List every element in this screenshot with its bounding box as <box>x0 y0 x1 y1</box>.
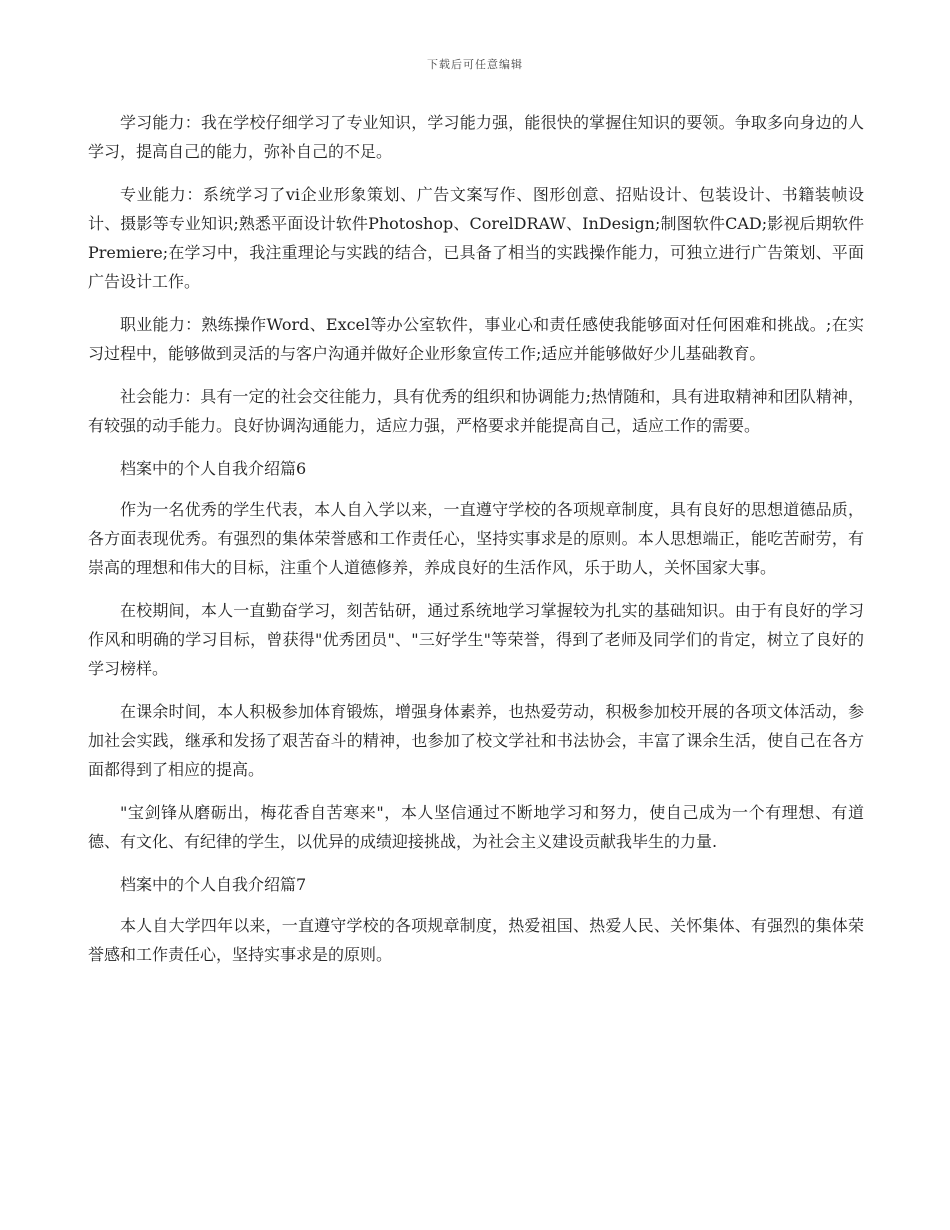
paragraph-learning-ability: 学习能力：我在学校仔细学习了专业知识，学习能力强，能很快的掌握住知识的要领。争取多向身边的人学习，提高自己的能力，弥补自己的不足。 <box>88 113 864 161</box>
page-header-note: 下载后可任意编辑 <box>427 58 523 71</box>
document-body <box>88 108 864 983</box>
paragraph-professional-ability: 专业能力：系统学习了vi企业形象策划、广告文案写作、图形创意、招贴设计、包装设计、书籍装帧设计、摄影等专业知识;熟悉平面设计软件Photoshop、CorelDRAW、InDesign;制图软件CAD;影视后期软件Premiere;在学习中，我注重理论与实践的结合，已具备了相当的实践操作能力，可独立进行广告策划、平面广告设计工作。 <box>88 185 864 291</box>
paragraph-vocational-ability: 职业能力：熟练操作Word、Excel等办公室软件，事业心和责任感使我能够面对任何困难和挑战。;在实习过程中，能够做到灵活的与客户沟通并做好企业形象宣传工作;适应并能够做好少儿基础教育。 <box>88 315 864 363</box>
section-heading-7: 档案中的个人自我介绍篇7 <box>120 875 307 894</box>
paragraph-social-ability: 社会能力：具有一定的社会交往能力，具有优秀的组织和协调能力;热情随和，具有进取精神和团队精神，有较强的动手能力。良好协调沟通能力，适应力强，严格要求并能提高自己，适应工作的需要。 <box>88 387 864 435</box>
paragraph-motto: "宝剑锋从磨砺出，梅花香自苦寒来"，本人坚信通过不断地学习和努力，使自己成为一个有理想、有道德、有文化、有纪律的学生，以优异的成绩迎接挑战，为社会主义建设贡献我毕生的力量. <box>88 803 864 851</box>
paragraph-spare-time: 在课余时间，本人积极参加体育锻炼，增强身体素养，也热爱劳动，积极参加校开展的各项文体活动，参加社会实践，继承和发扬了艰苦奋斗的精神，也参加了校文学社和书法协会，丰富了课余生活，使自己在各方面都得到了相应的提高。 <box>88 702 864 779</box>
section-heading-6: 档案中的个人自我介绍篇6 <box>120 459 307 478</box>
paragraph-university-years: 本人自大学四年以来，一直遵守学校的各项规章制度，热爱祖国、热爱人民、关怀集体、有强烈的集体荣誉感和工作责任心，坚持实事求是的原则。 <box>88 916 864 964</box>
paragraph-student-representative: 作为一名优秀的学生代表，本人自入学以来，一直遵守学校的各项规章制度，具有良好的思想道德品质，各方面表现优秀。有强烈的集体荣誉感和工作责任心，坚持实事求是的原则。本人思想端正，能吃苦耐劳，有崇高的理想和伟大的目标，注重个人道德修养，养成良好的生活作风，乐于助人，关怀国家大事。 <box>88 500 864 577</box>
paragraph-school-period: 在校期间，本人一直勤奋学习，刻苦钻研，通过系统地学习掌握较为扎实的基础知识。由于有良好的学习作风和明确的学习目标，曾获得"优秀团员"、"三好学生"等荣誉，得到了老师及同学们的肯定，树立了良好的学习榜样。 <box>88 601 864 678</box>
